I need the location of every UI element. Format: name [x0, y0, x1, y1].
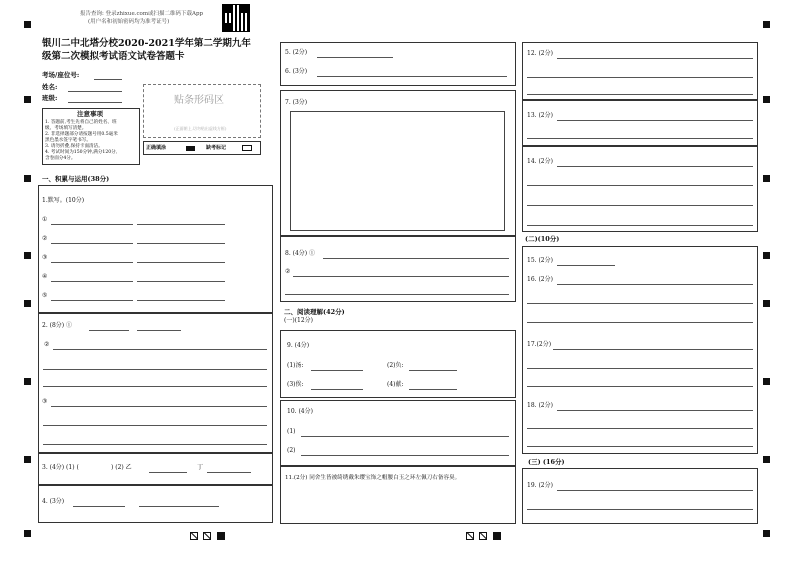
q3-label: 丁 [197, 464, 204, 471]
answer-line[interactable] [43, 386, 267, 387]
answer-line[interactable] [527, 509, 753, 510]
notes-line: 级、考场填写清楚。 [45, 126, 87, 131]
registration-mark [763, 300, 770, 307]
q2-label: 2. (8分) ① [42, 322, 73, 329]
q3-box [38, 453, 273, 485]
registration-mark [24, 456, 31, 463]
section-heading: 二、阅读理解(42分) [284, 308, 345, 316]
registration-mark [24, 252, 31, 259]
q5-label: 5. (2分) [285, 49, 308, 56]
q15-q18-box [522, 246, 758, 454]
q7-box [280, 90, 516, 236]
answer-line[interactable] [51, 281, 133, 282]
registration-mark [24, 300, 31, 307]
answer-line[interactable] [207, 472, 251, 473]
barcode-hint: (正面朝上,切勿贴出虚线方框) [174, 126, 227, 131]
answer-line[interactable] [557, 410, 753, 411]
q8-item: ② [285, 268, 291, 275]
q1-item: ② [42, 235, 48, 242]
registration-mark [24, 378, 31, 385]
q2-box [38, 313, 273, 453]
q9-item: (1)汤: [287, 362, 304, 369]
q11-label: 11.(2分) 同舍生皆被绮绣戴朱缨宝饰之帽腰白玉之环左佩刀右备容臭。 [285, 475, 461, 481]
answer-line[interactable] [137, 300, 225, 301]
registration-mark [24, 530, 31, 537]
answer-line[interactable] [43, 444, 267, 445]
answer-line[interactable] [43, 425, 267, 426]
registration-mark [763, 21, 770, 28]
answer-line[interactable] [137, 262, 225, 263]
answer-line[interactable] [137, 243, 225, 244]
answer-line[interactable] [409, 389, 457, 390]
q1-box [38, 185, 273, 313]
exam-seat-label: 考场/座位号: [42, 71, 80, 79]
q18-label: 18. (2分) [527, 402, 553, 409]
q9-item: (4)献: [387, 381, 404, 388]
q9-label: 9. (4分) [287, 342, 310, 349]
page-title [42, 37, 272, 63]
q12-box [522, 42, 758, 100]
q2-item: ③ [42, 398, 48, 405]
answer-line[interactable] [73, 506, 125, 507]
notes-text [45, 120, 139, 162]
class-field[interactable] [68, 102, 122, 103]
answer-line[interactable] [323, 258, 509, 259]
q1-label: 1.默写。(10分) [42, 197, 85, 204]
answer-line[interactable] [51, 243, 133, 244]
q4-box [38, 485, 273, 523]
answer-line[interactable] [527, 446, 753, 447]
page-code-mark [203, 532, 211, 540]
q19-label: 19. (2分) [527, 482, 553, 489]
notes-line: 4. 考试时间为150分钟,满分120分, [45, 150, 118, 155]
absent-checkbox[interactable] [242, 145, 252, 151]
notes-line: 3. 请勿折叠,保持卡面清洁。 [45, 144, 103, 149]
name-label: 姓名: [42, 83, 58, 91]
answer-line[interactable] [285, 294, 509, 295]
answer-line[interactable] [557, 58, 753, 59]
filled-mark-icon [186, 146, 195, 151]
class-label: 班级: [42, 94, 58, 102]
q4-label: 4. (3分) [42, 498, 65, 505]
answer-line[interactable] [557, 166, 753, 167]
registration-mark [763, 530, 770, 537]
answer-line[interactable] [51, 262, 133, 263]
answer-line[interactable] [317, 76, 507, 77]
registration-mark [24, 175, 31, 182]
answer-line[interactable] [149, 472, 187, 473]
answer-line[interactable] [301, 436, 509, 437]
q1-item: ⑤ [42, 292, 48, 299]
page-code-mark [466, 532, 474, 540]
answer-line[interactable] [409, 370, 457, 371]
title-line: 级第二次模拟考试语文试卷答题卡 [42, 51, 185, 62]
answer-line[interactable] [317, 57, 393, 58]
page-code-mark [493, 532, 501, 540]
q2-item: ② [44, 341, 50, 348]
answer-line[interactable] [527, 368, 753, 369]
section-heading: 一、积累与运用(38分) [42, 175, 110, 183]
registration-mark [24, 96, 31, 103]
answer-line[interactable] [301, 455, 509, 456]
q14-label: 14. (2分) [527, 158, 553, 165]
exam-seat-field[interactable] [94, 79, 122, 80]
barcode-area [143, 84, 261, 138]
answer-line[interactable] [51, 406, 267, 407]
answer-line[interactable] [527, 303, 753, 304]
q11-box [280, 466, 516, 524]
q3-label: ) (2) 乙 [111, 464, 132, 471]
answer-line[interactable] [527, 94, 753, 95]
qr-code-icon [223, 5, 249, 31]
subsection-heading: (一)(12分) [284, 317, 313, 324]
barcode-title: 贴条形码区 [174, 95, 224, 106]
notes-line: 2. 非选择题部分请按题号用0.5毫米 [45, 132, 118, 137]
q8-label: 8. (4分) ① [285, 250, 316, 257]
notes-line: 1. 答题前,考生先将自己的姓名、班 [45, 120, 117, 125]
notes-line: 黑色墨水签字笔书写。 [45, 138, 91, 143]
registration-mark [24, 21, 31, 28]
answer-line[interactable] [553, 349, 753, 350]
registration-mark [763, 456, 770, 463]
q3-label: 3. (4分) (1) ( [42, 464, 79, 471]
q16-label: 16. (2分) [527, 276, 553, 283]
answer-line[interactable] [557, 120, 753, 121]
title-line: 银川二中北塔分校2020-2021学年第二学期九年 [42, 38, 251, 49]
registration-mark [763, 252, 770, 259]
q9-box [280, 330, 516, 398]
answer-line[interactable] [311, 389, 363, 390]
q9-item: (3)俟: [287, 381, 304, 388]
absent-mark-label: 缺考标记 [206, 145, 227, 151]
q7-label: 7. (3分) [285, 99, 308, 106]
q10-label: 10. (4分) [287, 408, 313, 415]
fill-legend [143, 141, 261, 155]
notice-line: (用户名和初始密码均为准考证号) [88, 19, 170, 25]
answer-line[interactable] [527, 185, 753, 186]
answer-line[interactable] [557, 490, 753, 491]
answer-line[interactable] [557, 284, 753, 285]
answer-line[interactable] [43, 369, 267, 370]
page-code-mark [479, 532, 487, 540]
page-code-mark [217, 532, 225, 540]
notes-line: 含卷面分4分。 [45, 156, 76, 161]
notes-box [42, 108, 140, 165]
q12-label: 12. (2分) [527, 50, 553, 57]
q6-label: 6. (3分) [285, 68, 308, 75]
answer-line[interactable] [137, 281, 225, 282]
q1-item: ④ [42, 273, 48, 280]
q7-drawing-area[interactable] [290, 111, 505, 231]
answer-line[interactable] [527, 322, 753, 323]
subsection-heading: (二)(10分) [525, 235, 560, 243]
answer-line[interactable] [527, 77, 753, 78]
name-field[interactable] [68, 91, 122, 92]
q19-box [522, 468, 758, 524]
answer-line[interactable] [51, 300, 133, 301]
q5-q6-box [280, 42, 516, 86]
answer-line[interactable] [557, 265, 615, 266]
q10-item: (1) [287, 428, 296, 435]
notice-line: 报告查询: 登录zhixue.com或扫描二维码下载App [80, 11, 204, 17]
answer-line[interactable] [527, 428, 753, 429]
q13-label: 13. (2分) [527, 112, 553, 119]
q15-label: 15. (2分) [527, 257, 553, 264]
registration-mark [763, 175, 770, 182]
correct-fill-label: 正确填涂 [146, 145, 167, 151]
answer-line[interactable] [137, 330, 181, 331]
registration-mark [763, 96, 770, 103]
answer-line[interactable] [137, 224, 225, 225]
answer-line[interactable] [527, 386, 753, 387]
q10-item: (2) [287, 447, 296, 454]
answer-line[interactable] [51, 224, 133, 225]
answer-line[interactable] [293, 276, 509, 277]
q8-box [280, 236, 516, 302]
answer-line[interactable] [527, 225, 753, 226]
q14-box [522, 146, 758, 232]
notes-title: 注意事项 [77, 110, 103, 118]
answer-line[interactable] [527, 138, 753, 139]
answer-line[interactable] [311, 370, 363, 371]
q1-item: ① [42, 216, 48, 223]
registration-mark [763, 378, 770, 385]
answer-line[interactable] [527, 205, 753, 206]
q1-item: ③ [42, 254, 48, 261]
subsection-heading: (三) (16分) [528, 458, 565, 466]
q10-box [280, 400, 516, 466]
answer-line[interactable] [89, 330, 129, 331]
page-code-mark [190, 532, 198, 540]
q17-label: 17.(2分) [527, 341, 552, 348]
q13-box [522, 100, 758, 146]
answer-line[interactable] [139, 506, 219, 507]
answer-line[interactable] [53, 349, 267, 350]
q9-item: (2)负: [387, 362, 404, 369]
